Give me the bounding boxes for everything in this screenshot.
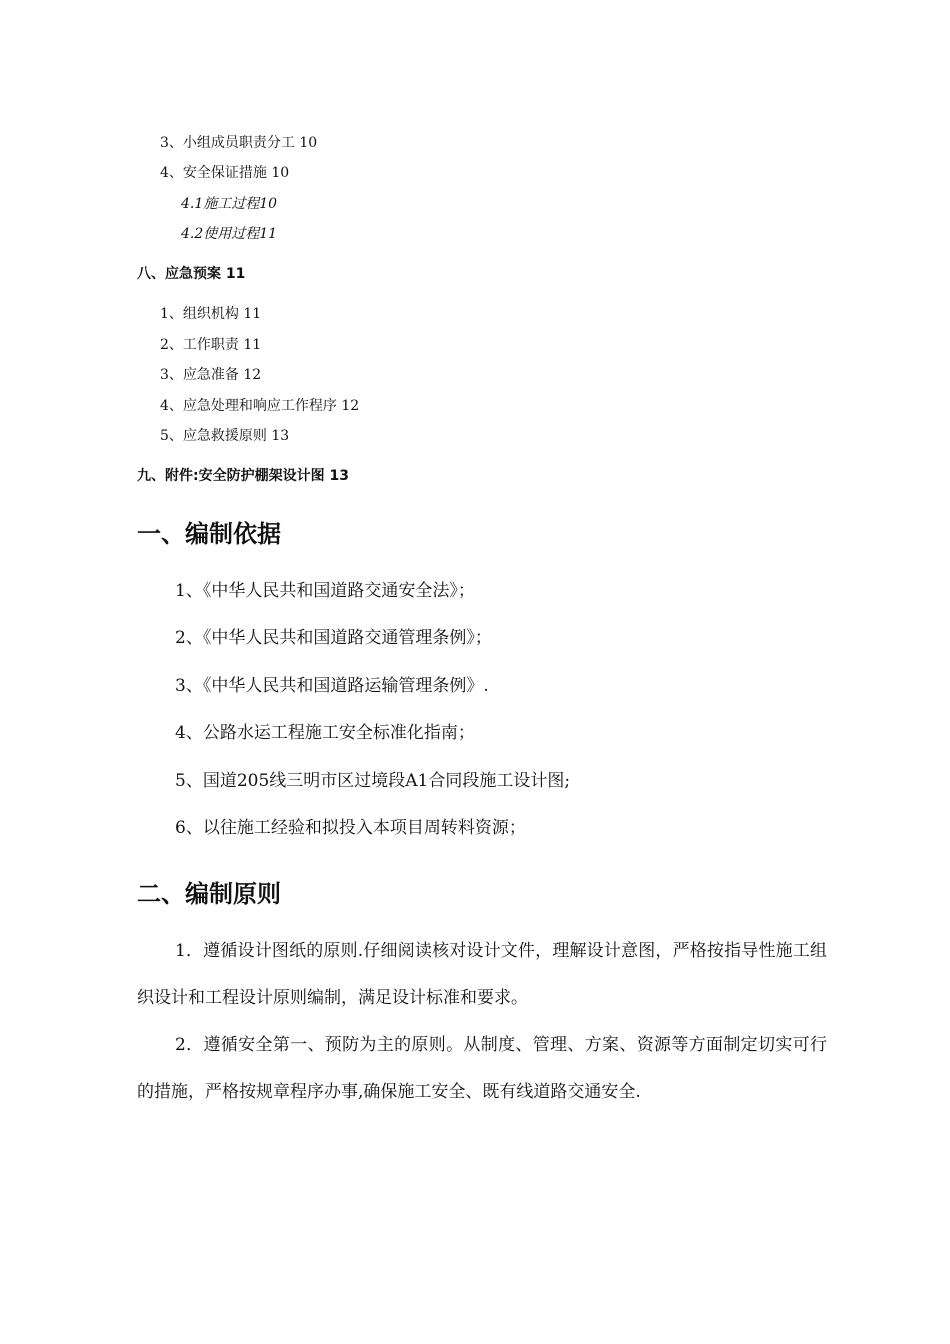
principle-paragraph: 1．遵循设计图纸的原则.仔细阅读核对设计文件，理解设计意图，严格按指导性施工组织设计和工程设计原则编制，满足设计标准和要求。	[137, 941, 827, 1008]
toc-item: 2、工作职责 11	[160, 337, 262, 353]
section-heading-basis: 一、编制依据	[137, 520, 281, 548]
toc-subitem: 4.2使用过程11	[181, 226, 278, 242]
basis-list-item: 5、国道205线三明市区过境段A1合同段施工设计图;	[175, 771, 571, 791]
toc-subitem: 4.1施工过程10	[181, 196, 278, 212]
basis-list-item: 1、《中华人民共和国道路交通安全法》；	[175, 581, 475, 601]
toc-item: 3、小组成员职责分工 10	[160, 135, 318, 151]
toc-item: 5、应急救援原则 13	[160, 428, 290, 444]
toc-section-heading: 九、附件:安全防护棚架设计图 13	[137, 468, 349, 484]
toc-item: 3、应急准备 12	[160, 367, 262, 383]
toc-item: 4、安全保证措施 10	[160, 165, 290, 181]
toc-section-heading: 八、应急预案 11	[137, 266, 246, 282]
principle-paragraph: 2．遵循安全第一、预防为主的原则。从制度、管理、方案、资源等方面制定切实可行的措施，严格按规章程序办事,确保施工安全、既有线道路交通安全.	[137, 1035, 827, 1102]
section-heading-principles: 二、编制原则	[137, 880, 281, 908]
toc-item: 1、组织机构 11	[160, 306, 262, 322]
toc-item: 4、应急处理和响应工作程序 12	[160, 398, 360, 414]
basis-list-item: 6、以往施工经验和拟投入本项目周转料资源；	[175, 818, 526, 838]
basis-list-item: 3、《中华人民共和国道路运输管理条例》.	[175, 676, 489, 696]
basis-list-item: 4、公路水运工程施工安全标准化指南；	[175, 723, 475, 743]
basis-list-item: 2、《中华人民共和国道路交通管理条例》；	[175, 628, 492, 648]
